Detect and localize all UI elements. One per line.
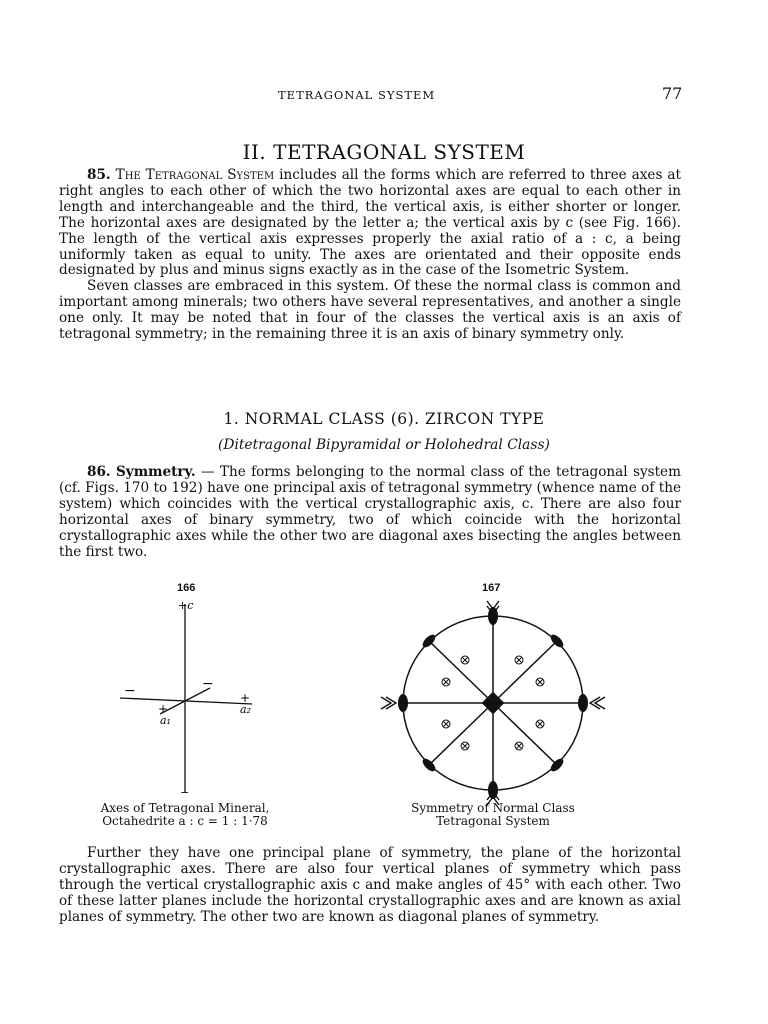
- paragraph-text: includes all the forms which are referred to three axes at right angles to each other of which the two horizontal axes are equal to each other in length and interchangeable and the third, the vertical axis, is either shorter or longer. The horizontal axes are designated by the letter a; the vertical axis by c (see Fig. 166). The length of the vertical axis expresses properly the axial ratio of a : c, a being uniformly taken as equal to unity. The axes are orientated and their opposite ends designated by plus and minus signs exactly as in the case of the Isometric System.: [59, 167, 681, 279]
- chapter-title: II. TETRAGONAL SYSTEM: [242, 140, 526, 164]
- paragraph-dash: —: [195, 464, 220, 480]
- label-a1: a₁: [160, 714, 171, 727]
- section-subtitle: (Ditetragonal Bipyramidal or Holohedral Class): [218, 437, 550, 453]
- figure-167-caption: [388, 802, 598, 828]
- figure-167-symmetry-diagram: [373, 600, 613, 810]
- label-plus-c: +c: [178, 599, 194, 612]
- page-number: 77: [662, 84, 683, 103]
- paragraph-85: [59, 168, 681, 279]
- label-minus-left: −: [124, 683, 136, 699]
- paragraph-number: 86.: [87, 464, 111, 480]
- label-a2: a₂: [240, 703, 251, 716]
- binary-axis-symbol: [398, 694, 408, 712]
- figure-166-axes-diagram: [110, 596, 280, 796]
- caption-line: Tetragonal System: [436, 814, 550, 828]
- arrow-mark: [590, 697, 605, 709]
- paragraph-classes: Seven classes are embraced in this system. Of these the normal class is common and important among minerals; two others have several representatives, and another a single one only. It may be noted that in four of the classes the vertical axis is an axis of tetragonal symmetry; in the remaining three it is an axis of binary symmetry only.: [59, 278, 681, 343]
- paragraph-heading: Symmetry.: [115, 464, 196, 480]
- planes-block: [59, 846, 681, 926]
- paragraph-lead-in: The Tetragonal System: [115, 167, 275, 183]
- paragraph-text: The forms belonging to the normal class of the tetragonal system (cf. Figs. 170 to 192) have one principal axis of tetragonal symmetry (whence name of the system) which coincides with the vertical crystallographic axis, c. There are also four horizontal axes of binary symmetry, two of which coincide with the horizontal crystallographic axes while the other two are diagonal axes bisecting the angles between the first two.: [59, 464, 681, 560]
- figure-166-caption: [80, 802, 290, 828]
- label-minus-upper: −: [202, 676, 214, 692]
- figure-167-number: 167: [482, 582, 501, 594]
- symmetry-block: [59, 465, 681, 560]
- label-plus-right: +: [240, 691, 251, 705]
- caption-line: Octahedrite a : c = 1 : 1·78: [102, 814, 268, 828]
- figure-166-number: 166: [177, 582, 196, 594]
- intro-block: [59, 168, 681, 343]
- binary-axis-symbol: [578, 694, 588, 712]
- caption-line: Symmetry of Normal Class: [411, 801, 575, 815]
- paragraph-86: [59, 465, 681, 560]
- section-title: 1. NORMAL CLASS (6). ZIRCON TYPE: [223, 410, 545, 428]
- running-head: TETRAGONAL SYSTEM: [278, 88, 436, 102]
- arrow-mark: [381, 697, 396, 709]
- paragraph-further: Further they have one principal plane of symmetry, the plane of the horizontal crystallographic axes. There are also four vertical planes of symmetry which pass through the vertical crystallographic axis c and make angles of 45° with each other. Two of these latter planes include the horizontal crystallographic axes and are known as axial planes of symmetry. The other two are known as diagonal planes of symmetry.: [59, 845, 681, 925]
- label-minus-bottom: −: [180, 786, 190, 796]
- caption-line: Axes of Tetragonal Mineral,: [100, 801, 270, 815]
- label-plus-lower: +: [158, 702, 169, 716]
- paragraph-number: 85.: [87, 167, 111, 183]
